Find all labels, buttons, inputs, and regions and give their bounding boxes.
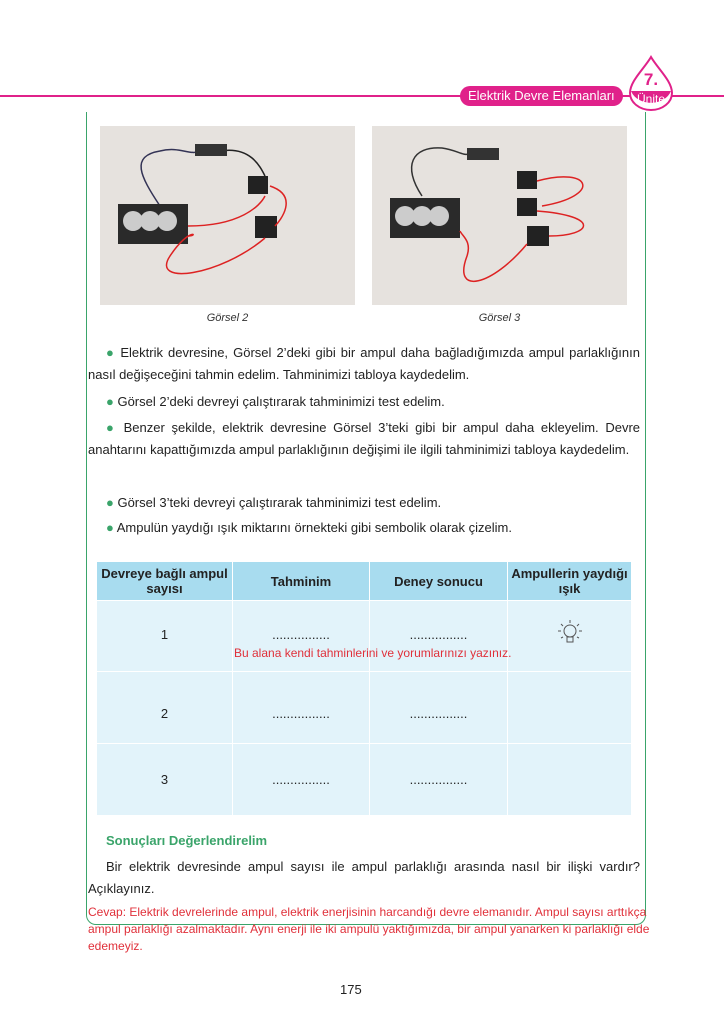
bulb-count: 2: [97, 672, 233, 744]
section-heading: Sonuçları Değerlendirelim: [106, 833, 268, 848]
circuit-photo-2: [100, 126, 355, 305]
answer-annotation: Cevap: Elektrik devrelerinde ampul, elektrik enerjisinin harcandığı devre elemanıdır. Ampul sayısı arttıkça ampul parlaklığı azalmaktadır. Aynı enerji ile iki ampulü yaktığımızda, bir ampul yanarken ki parlaklığı elde edemeyiz.: [88, 905, 650, 953]
column-header: Devreye bağlı ampul sayısı: [97, 562, 233, 601]
instruction-paragraph: ● Benzer şekilde, elektrik devresine Görsel 3’teki gibi bir ampul daha ekleyelim. Devre anahtarını kapattığımızda ampul parlaklığının değişimi ile ilgili tahminimizi tabloya kaydedelim.: [88, 420, 640, 457]
light-cell[interactable]: [508, 744, 632, 816]
paragraph-text: Elektrik devresine, Görsel 2’deki gibi bir ampul daha bağladığımızda ampul parlaklığının nasıl değişeceğini tahmin edelim. Tahminimizi tabloya kaydedelim.: [88, 345, 640, 382]
result-cell[interactable]: ................: [370, 601, 508, 672]
guess-cell[interactable]: ................: [233, 672, 370, 744]
unit-number: 7.: [643, 70, 659, 89]
section-title: Elektrik Devre Elemanları: [460, 86, 623, 106]
evaluation-question: Bir elektrik devresinde ampul sayısı ile ampul parlaklığı arasında nasıl bir ilişki vardır? Açıklayınız.: [88, 859, 640, 896]
figure-caption: Görsel 3: [478, 312, 521, 324]
table-row: [97, 672, 632, 744]
circuit-photo-3: [372, 126, 627, 305]
result-cell[interactable]: ................: [370, 672, 508, 744]
figure-caption: Görsel 2: [206, 312, 249, 324]
paragraph-text: Görsel 3’teki devreyi çalıştırarak tahminimizi test edelim.: [117, 495, 442, 510]
paragraph-text: Görsel 2’deki devreyi çalıştırarak tahminimizi test edelim.: [117, 394, 445, 409]
instruction-paragraph: ● Görsel 2’deki devreyi çalıştırarak tahminimizi test edelim.: [106, 394, 445, 409]
bulb-count: 1: [97, 601, 233, 672]
light-bulb-icon: [557, 619, 583, 647]
annotation-note: Bu alana kendi tahminlerini ve yorumlarınızı yazınız.: [234, 646, 512, 660]
paragraph-text: Ampulün yaydığı ışık miktarını örnekteki gibi sembolik olarak çizelim.: [116, 520, 512, 535]
light-cell[interactable]: [508, 672, 632, 744]
column-header: Ampullerin yaydığı ışık: [508, 562, 632, 601]
paragraph-text: Benzer şekilde, elektrik devresine Görsel 3’teki gibi bir ampul daha ekleyelim. Devre anahtarını kapattığımızda ampul parlaklığının değişimi ile ilgili tahminimizi tabloya kaydedelim.: [88, 420, 640, 457]
instruction-paragraph: ● Elektrik devresine, Görsel 2’deki gibi bir ampul daha bağladığımızda ampul parlaklığının nasıl değişeceğini tahmin edelim. Tahminimizi tabloya kaydedelim.: [88, 345, 640, 382]
instruction-paragraph: ● Ampulün yaydığı ışık miktarını örnekteki gibi sembolik olarak çizelim.: [106, 520, 512, 535]
column-header: Deney sonucu: [370, 562, 508, 601]
column-header: Tahminim: [233, 562, 370, 601]
guess-cell[interactable]: ................: [233, 744, 370, 816]
guess-cell[interactable]: ................: [233, 601, 370, 672]
table-row: [97, 744, 632, 816]
unit-label: Ünite: [636, 92, 665, 106]
table-header-row: [97, 562, 632, 601]
instruction-paragraph: ● Görsel 3’teki devreyi çalıştırarak tahminimizi test edelim.: [106, 495, 442, 510]
bulb-count: 3: [97, 744, 233, 816]
result-cell[interactable]: ................: [370, 744, 508, 816]
prediction-table: [96, 561, 632, 816]
page-number: 175: [340, 982, 362, 997]
